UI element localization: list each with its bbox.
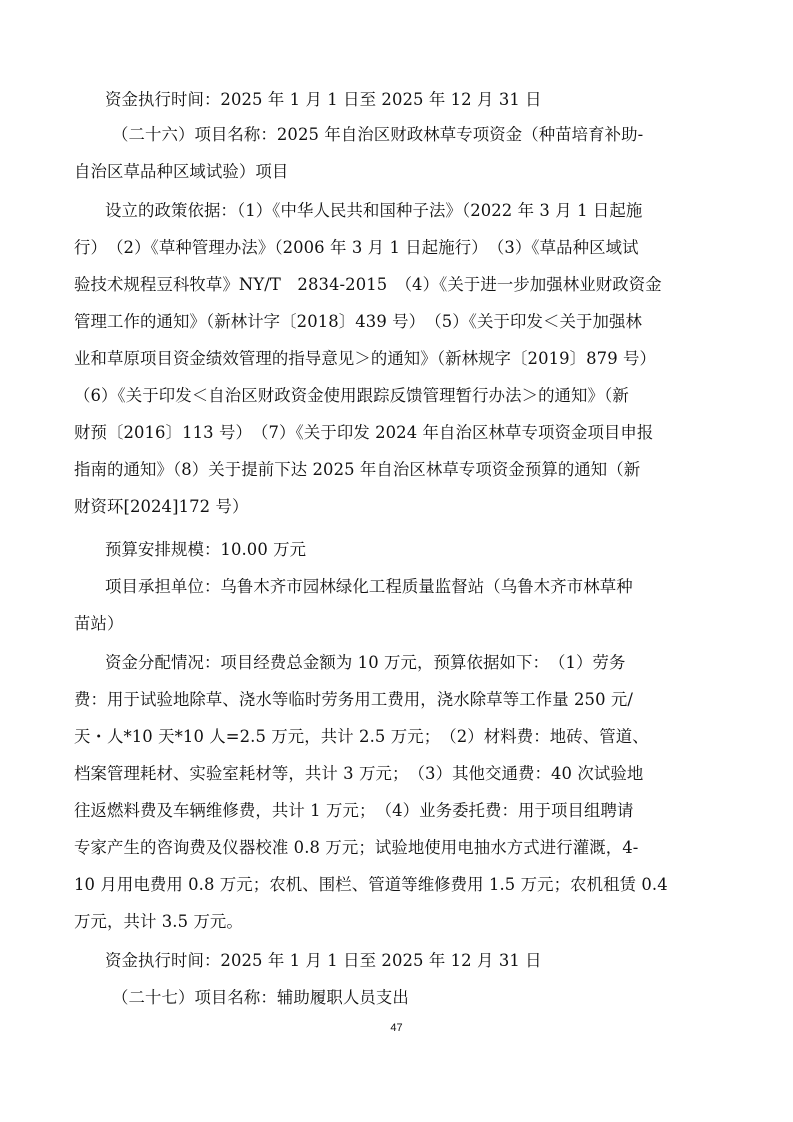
policy-basis-line-6: （6）《关于印发＜自治区财政资金使用跟踪反馈管理暂行办法＞的通知》（新 (74, 386, 629, 405)
fund-allocation-line-2: 费：用于试验地除草、浇水等临时劳务用工费用，浇水除草等工作量 250 元/ (74, 690, 634, 709)
fund-allocation-line-4: 档案管理耗材、实验室耗材等，共计 3 万元； （3）其他交通费：40 次试验地 (74, 764, 644, 783)
project-27-title-line: （二十七）项目名称：辅助履职人员支出 (112, 988, 409, 1007)
fund-allocation-line-7: 10 月用电费用 0.8 万元；农机、围栏、管道等维修费用 1.5 万元；农机租赁 0.4 (74, 875, 668, 894)
execution-time-line: 资金执行时间：2025 年 1 月 1 日至 2025 年 12 月 31 日 (105, 90, 542, 109)
project-26-title-line-2: 自治区草品种区域试验）项目 (74, 162, 289, 181)
fund-allocation-line-1: 资金分配情况：项目经费总金额为 10 万元，预算依据如下： （1）劳务 (105, 653, 626, 672)
fund-allocation-line-5: 往返燃料费及车辆维修费，共计 1 万元； （4）业务委托费：用于项目组聘请 (74, 801, 634, 820)
fund-allocation-line-8: 万元，共计 3.5 万元。 (74, 912, 243, 931)
policy-basis-line-3: 验技术规程豆科牧草》NY/T 2834-2015 （4）《关于进一步加强林业财政资金 (74, 275, 662, 294)
fund-allocation-line-6: 专家产生的咨询费及仪器校准 0.8 万元；试验地使用电抽水方式进行灌溉，4- (74, 838, 639, 857)
page-number: 47 (390, 1022, 403, 1034)
policy-basis-line-7: 财预〔2016〕113 号） （7）《关于印发 2024 年自治区林草专项资金项目申报 (74, 423, 654, 442)
policy-basis-line-1: 设立的政策依据：（1）《中华人民共和国种子法》（2022 年 3 月 1 日起施 (105, 201, 643, 220)
policy-basis-line-8: 指南的通知》（8）关于提前下达 2025 年自治区林草专项资金预算的通知（新 (74, 460, 641, 479)
policy-basis-line-5: 业和草原项目资金绩效管理的指导意见＞的通知》（新林规字〔2019〕879 号） (74, 349, 657, 368)
project-26-title-line-1: （二十六）项目名称：2025 年自治区财政林草专项资金（种苗培育补助- (112, 125, 644, 144)
execution-time-line-2: 资金执行时间：2025 年 1 月 1 日至 2025 年 12 月 31 日 (105, 951, 542, 970)
policy-basis-line-9: 财资环[2024]172 号） (74, 497, 249, 516)
undertaking-unit-line-1: 项目承担单位：乌鲁木齐市园林绿化工程质量监督站（乌鲁木齐市林草种 (105, 577, 633, 596)
policy-basis-line-4: 管理工作的通知》（新林计字〔2018〕439 号） （5）《关于印发＜关于加强林 (74, 312, 642, 331)
policy-basis-line-2: 行） （2）《草种管理办法》（2006 年 3 月 1 日起施行） （3）《草品种区域试 (74, 238, 639, 257)
fund-allocation-line-3: 天・人*10 天*10 人=2.5 万元，共计 2.5 万元； （2）材料费：地砖、管道、 (74, 727, 649, 746)
undertaking-unit-line-2: 苗站） (74, 614, 124, 633)
budget-scale-line: 预算安排规模：10.00 万元 (105, 540, 307, 559)
